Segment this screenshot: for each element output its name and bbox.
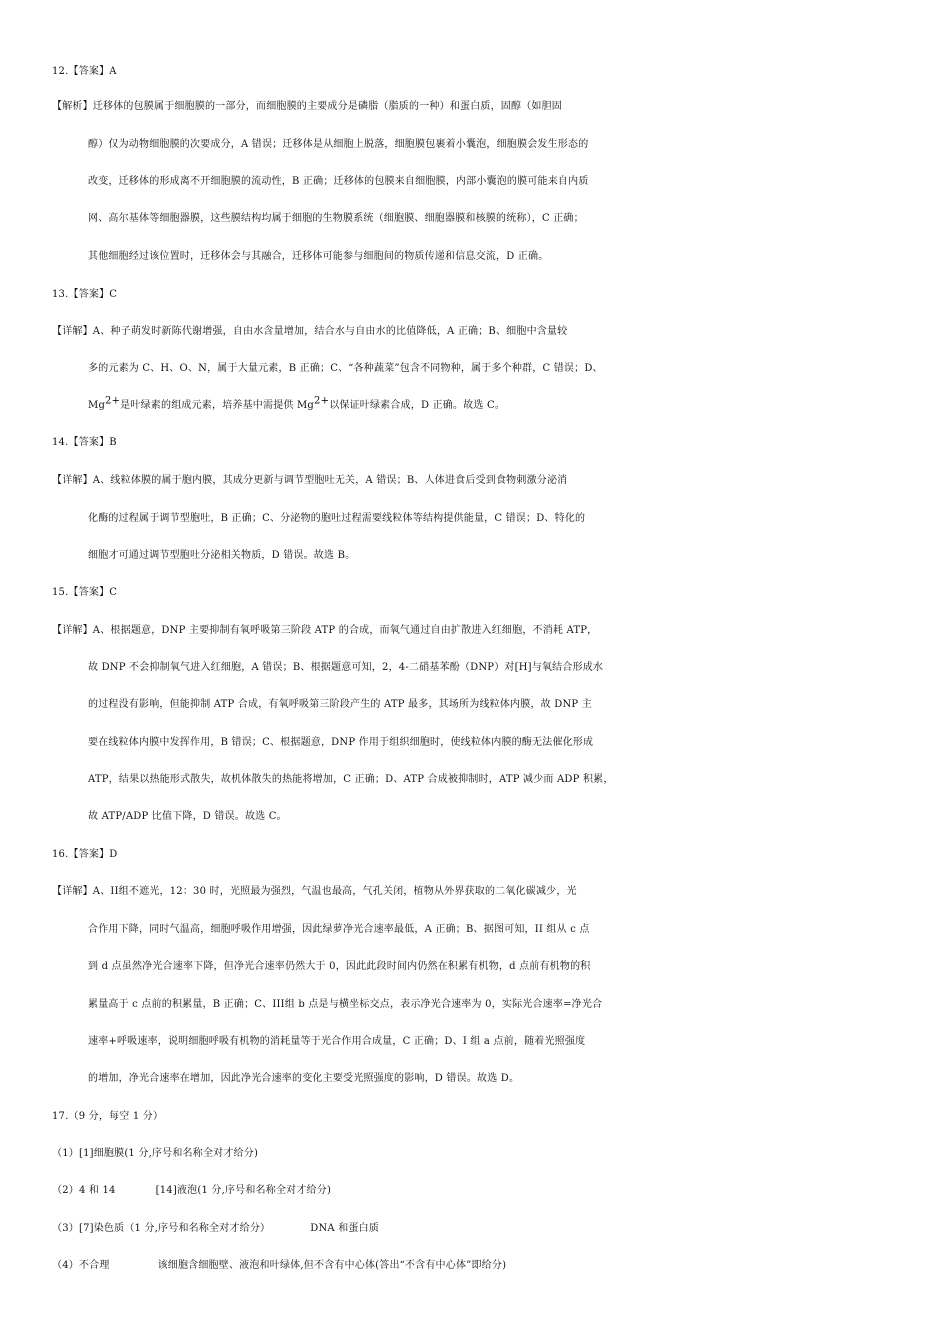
q17-part-3: （3）[7]染色质（1 分,序号和名称全对才给分） DNA 和蛋白质 — [52, 1223, 380, 1234]
q16-explanation-line-1: 【详解】A、II组不遮光，12：30 时，光照最为强烈，气温也最高，气孔关闭，植物从外界获取的二氧化碳减少，光 — [52, 886, 577, 897]
q13-explanation-line-3: Mg2+是叶绿素的组成元素，培养基中需提供 Mg2+以保证叶绿素合成，D 正确。故选 C。 — [88, 395, 506, 411]
q15-explanation-line-5: ATP，结果以热能形式散失，故机体散失的热能将增加，C 正确；D、ATP 合成被抑制时，ATP 减少而 ADP 积累， — [88, 774, 614, 785]
q16-explanation-line-5: 速率+呼吸速率，说明细胞呼吸有机物的消耗量等于光合作用合成量，C 正确；D、I 组 a 点前，随着光照强度 — [88, 1036, 586, 1047]
q12-explanation-line-3: 改变，迁移体的形成离不开细胞膜的流动性，B 正确；迁移体的包膜来自细胞膜，内部小囊泡的膜可能来自内质 — [88, 176, 589, 187]
q16-explanation-line-6: 的增加，净光合速率在增加，因此净光合速率的变化主要受光照强度的影响，D 错误。故选 D。 — [88, 1073, 520, 1084]
q12-explanation-line-1: 【解析】迁移体的包膜属于细胞膜的一部分，而细胞膜的主要成分是磷脂（脂质的一种）和蛋白质，固醇（如胆固 — [52, 101, 562, 112]
q12-answer: 12.【答案】A — [52, 66, 117, 77]
q12-explanation-line-2: 醇）仅为动物细胞膜的次要成分，A 错误；迁移体是从细胞上脱落，细胞膜包裹着小囊泡，细胞膜会发生形态的 — [88, 139, 589, 150]
q17-title: 17.（9 分，每空 1 分） — [52, 1111, 164, 1122]
q13-explanation-line-2: 多的元素为 C、H、O、N，属于大量元素，B 正确；C、“各种蔬菜”包含不同物种，属于多个种群，C 错误；D、 — [88, 363, 603, 374]
q12-explanation-line-5: 其他细胞经过该位置时，迁移体会与其融合，迁移体可能参与细胞间的物质传递和信息交流，D 正确。 — [88, 251, 549, 262]
q14-explanation-line-2: 化酶的过程属于调节型胞吐，B 正确；C、分泌物的胞吐过程需要线粒体等结构提供能量，C 错误；D、特化的 — [88, 513, 586, 524]
q13-explanation-line-1: 【详解】A、种子萌发时新陈代谢增强，自由水含量增加，结合水与自由水的比值降低，A 正确；B、细胞中含量较 — [52, 326, 568, 337]
q14-explanation-line-3: 细胞才可通过调节型胞吐分泌相关物质，D 错误。故选 B。 — [88, 550, 356, 561]
q16-explanation-line-3: 到 d 点虽然净光合速率下降，但净光合速率仍然大于 0，因此此段时间内仍然在积累有机物，d 点前有机物的积 — [88, 961, 591, 972]
q15-explanation-line-2: 故 DNP 不会抑制氧气进入红细胞，A 错误；B、根据题意可知，2，4-二硝基苯酚（DNP）对[H]与氧结合形成水 — [88, 662, 604, 673]
q17-part-2: （2）4 和 14 [14]液泡(1 分,序号和名称全对才给分) — [52, 1185, 332, 1196]
q16-explanation-line-2: 合作用下降，同时气温高，细胞呼吸作用增强，因此绿萝净光合速率最低，A 正确；B、据图可知，II 组从 c 点 — [88, 924, 590, 935]
q12-explanation-line-4: 网、高尔基体等细胞器膜，这些膜结构均属于细胞的生物膜系统（细胞膜、细胞器膜和核膜的统称），C 正确； — [88, 213, 584, 224]
q14-answer: 14.【答案】B — [52, 437, 117, 448]
q15-explanation-line-6: 故 ATP/ADP 比值下降，D 错误。故选 C。 — [88, 811, 287, 822]
q14-explanation-line-1: 【详解】A、线粒体膜的属于胞内膜，其成分更新与调节型胞吐无关，A 错误；B、人体进食后受到食物刺激分泌消 — [52, 475, 568, 486]
q17-part-4: （4）不合理 该细胞含细胞壁、液泡和叶绿体,但不含有中心体(答出“不含有中心体”即给分) — [52, 1260, 507, 1271]
q13-answer: 13.【答案】C — [52, 289, 118, 300]
q15-explanation-line-4: 要在线粒体内膜中发挥作用，B 错误；C、根据题意，DNP 作用于组织细胞时，使线粒体内膜的酶无法催化形成 — [88, 737, 594, 748]
q16-answer: 16.【答案】D — [52, 849, 118, 860]
q15-explanation-line-3: 的过程没有影响，但能抑制 ATP 合成，有氧呼吸第三阶段产生的 ATP 最多，其场所为线粒体内膜，故 DNP 主 — [88, 699, 592, 710]
q16-explanation-line-4: 累量高于 c 点前的积累量，B 正确；C、III组 b 点是与横坐标交点，表示净光合速率为 0，实际光合速率=净光合 — [88, 999, 603, 1010]
q15-explanation-line-1: 【详解】A、根据题意，DNP 主要抑制有氧呼吸第三阶段 ATP 的合成，而氧气通过自由扩散进入红细胞，不消耗 ATP， — [52, 625, 598, 636]
q15-answer: 15.【答案】C — [52, 587, 118, 598]
q17-part-1: （1）[1]细胞膜(1 分,序号和名称全对才给分) — [52, 1148, 259, 1159]
